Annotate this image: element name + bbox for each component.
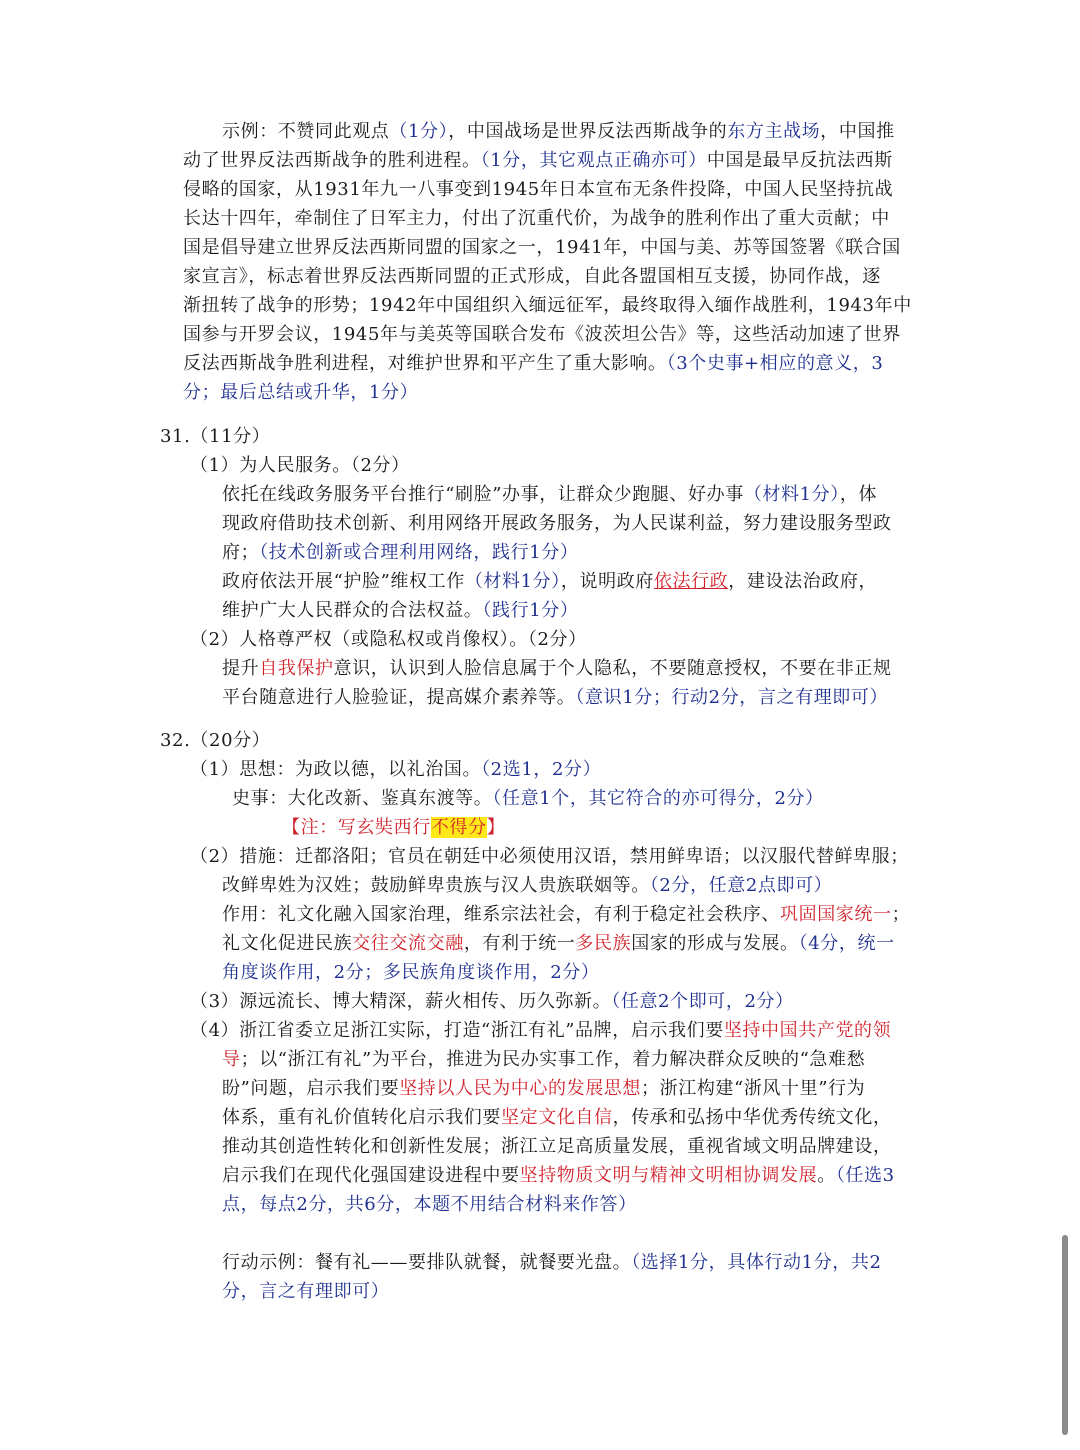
q32-part4-line-5: 推动其创造性转化和创新性发展；浙江立足高质量发展，重视省域文明品牌建设， [222, 1136, 892, 1157]
q32-part4-line-6: 启示我们在现代化强国建设进程中要坚持物质文明与精神文明相协调发展。（任选3 [222, 1165, 895, 1186]
q32-part2-line-4: 礼文化促进民族交往交流交融，有利于统一多民族国家的形成与发展。（4分，统一 [222, 933, 895, 954]
q32-heading: 32.（20分） [160, 730, 271, 751]
q32-part2-line-2: 改鲜卑姓为汉姓；鼓励鲜卑贵族与汉人贵族联姻等。（2分，任意2点即可） [222, 875, 833, 896]
q32-part1-title: （1）思想：为政以德，以礼治国。（2选1，2分） [190, 759, 602, 780]
q32-part1-events: 史事：大化改新、鉴真东渡等。（任意1个，其它符合的亦可得分，2分） [232, 788, 824, 809]
sec30-line-5: 国是倡导建立世界反法西斯同盟的国家之一，1941年，中国与美、苏等国签署《联合国 [183, 237, 901, 258]
q31-part1-line-4: 政府依法开展“护脸”维权工作（材料1分），说明政府依法行政，建设法治政府， [222, 571, 878, 592]
q31-part1-line-1: 依托在线政务服务平台推行“刷脸”办事，让群众少跑腿、好办事（材料1分），体 [222, 484, 878, 505]
action-example-line-2: 分，言之有理即可） [222, 1281, 390, 1302]
q32-note: 【注：写玄奘西行不得分】 [282, 817, 506, 838]
q31-part2-line-1: 提升自我保护意识，认识到人脸信息属于个人隐私，不要随意授权，不要在非正规 [222, 658, 892, 679]
q32-part3: （3）源远流长、博大精深，薪火相传、历久弥新。（任意2个即可，2分） [190, 991, 794, 1012]
q31-heading: 31.（11分） [160, 426, 271, 447]
q32-part2-line-5: 角度谈作用，2分；多民族角度谈作用，2分） [222, 962, 600, 983]
sec30-line-7: 渐扭转了战争的形势；1942年中国组织入缅远征军，最终取得入缅作战胜利，1943年中 [183, 295, 912, 316]
highlighted-text: 不得分 [430, 817, 487, 838]
q32-part4-line-2: 导；以“浙江有礼”为平台，推进为民办实事工作，着力解决群众反映的“急难愁 [222, 1049, 866, 1070]
action-example-line-1: 行动示例：餐有礼——要排队就餐，就餐要光盘。（选择1分，具体行动1分，共2 [222, 1252, 882, 1273]
sec30-line-10: 分；最后总结或升华，1分） [183, 382, 419, 403]
q32-part4-line-3: 盼”问题，启示我们要坚持以人民为中心的发展思想；浙江构建“浙风十里”行为 [222, 1078, 866, 1099]
q32-part2-line-1: （2）措施：迁都洛阳；官员在朝廷中必须使用汉语，禁用鲜卑语；以汉服代替鲜卑服； [190, 846, 909, 867]
q32-part2-line-3: 作用：礼文化融入国家治理，维系宗法社会，有利于稳定社会秩序、巩固国家统一； [222, 904, 911, 925]
q31-part2-title: （2）人格尊严权（或隐私权或肖像权）。（2分） [190, 629, 587, 650]
sec30-line-6: 家宣言》，标志着世界反法西斯同盟的正式形成，自此各盟国相互支援，协同作战，逐 [183, 266, 881, 287]
sec30-line-1: 示例：不赞同此观点（1分），中国战场是世界反法西斯战争的东方主战场，中国推 [222, 121, 895, 142]
q31-part1-line-3: 府；（技术创新或合理利用网络，践行1分） [222, 542, 579, 563]
q31-part1-line-2: 现政府借助技术创新、利用网络开展政务服务，为人民谋利益，努力建设服务型政 [222, 513, 892, 534]
sec30-line-3: 侵略的国家，从1931年九一八事变到1945年日本宣布无条件投降，中国人民坚持抗战 [183, 179, 894, 200]
sec30-line-9: 反法西斯战争胜利进程，对维护世界和平产生了重大影响。（3个史事+相应的意义，3 [183, 353, 884, 374]
sec30-line-2: 动了世界反法西斯战争的胜利进程。（1分，其它观点正确亦可）中国是最早反抗法西斯 [183, 150, 893, 171]
q31-part2-line-2: 平台随意进行人脸验证，提高媒介素养等。（意识1分；行动2分，言之有理即可） [222, 687, 889, 708]
sec30-line-4: 长达十四年，牵制住了日军主力，付出了沉重代价，为战争的胜利作出了重大贡献；中 [183, 208, 890, 229]
q32-part4-line-4: 体系，重有礼价值转化启示我们要坚定文化自信，传承和弘扬中华优秀传统文化， [222, 1107, 892, 1128]
sec30-line-8: 国参与开罗会议，1945年与美英等国联合发布《波茨坦公告》等，这些活动加速了世界 [183, 324, 901, 345]
scrollbar-thumb[interactable] [1062, 1235, 1068, 1435]
q32-part4-line-1: （4）浙江省委立足浙江实际，打造“浙江有礼”品牌，启示我们要坚持中国共产党的领 [190, 1020, 892, 1041]
q31-part1-line-5: 维护广大人民群众的合法权益。（践行1分） [222, 600, 579, 621]
q32-part4-line-7: 点，每点2分，共6分，本题不用结合材料来作答） [222, 1194, 637, 1215]
q31-part1-title: （1）为人民服务。（2分） [190, 455, 410, 476]
